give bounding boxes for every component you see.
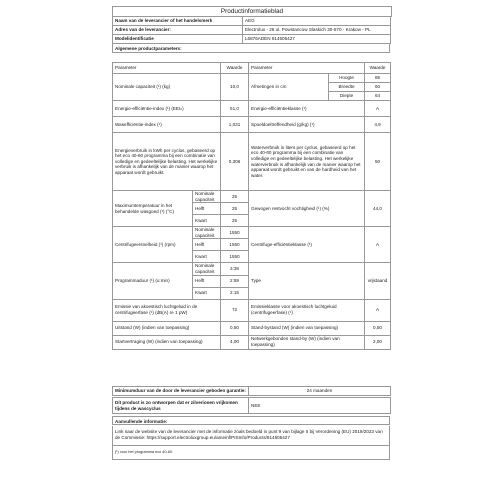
additional-info-text: Link naar de website van de leverancier met de informatie zoals bedoeld in punt 9 van bijlage II bij Verordening (EU) 2019/2023 van de Commissie: https://support.electroluxgroup.eu/ameinf/PISInfo/Products/914505427: [112, 426, 390, 446]
silver-ions-value: NEE: [249, 398, 391, 414]
model-label: Modelidentificatie: [113, 35, 243, 44]
row-energy-consumption: [113, 133, 391, 191]
network-standby-value: 2,00: [365, 335, 391, 349]
model-value: L6876ADEN 914505427: [243, 35, 391, 44]
eei-label: Energie-efficiëntie-index (¹) (EEIₙ): [113, 101, 221, 117]
wash-efficiency-label: Wasefficiëntie-index (¹): [113, 117, 221, 133]
footnote: (¹) voor het programma eco 40-60.: [112, 446, 390, 460]
guarantee-label: Minimumduur van de door de leverancier geboden garantie:: [113, 387, 249, 396]
duration-rated-label: Nominale capaciteit: [193, 263, 221, 275]
off-mode-value: 0,50: [221, 321, 249, 335]
water-consumption-label: Waterverbruik in liters per cyclus, gebaseerd op het eco 40-60 programma bij een combinatie van volledige en gedeeltelijke belasting. Het werkelijke waterverbruik is afhankelijk van de manier waarop het apparaat wordt gebruikt en van de hardheid van het water.: [249, 133, 365, 191]
width-value: 60: [365, 83, 391, 92]
row-silver-ions: [113, 398, 391, 414]
temp-half-value: 25: [221, 203, 249, 215]
rinse-value: 4,9: [365, 117, 391, 133]
spin-rated-label: Nominale capaciteit: [193, 227, 221, 239]
network-standby-label: Netwerkgebonden stand-by (W) (indien van toepassing): [249, 335, 365, 349]
row-guarantee: [113, 387, 391, 396]
row-capacity: [113, 74, 391, 83]
additional-info-heading: Aanvullende informatie:: [112, 416, 390, 425]
supplier-table: [112, 16, 391, 44]
width-label: Breedte: [329, 83, 365, 92]
dimensions-label: Afmetingen in cm: [249, 74, 329, 101]
temp-quarter-value: 25: [221, 215, 249, 227]
parameters-table: [112, 62, 391, 350]
row-temp-rated: [113, 191, 391, 203]
delay-start-value: 4,00: [221, 335, 249, 349]
row-noise: [113, 299, 391, 321]
energy-consumption-label: Energieverbruik in kWh per cyclus, gebaseerd op het eco 40-60 programma bij een combinatie van volledige en gedeeltelijke belasting. Het werkelijke verbruik is afhankelijk van de manier waarop het apparaat wordt gebruikt.: [113, 133, 221, 191]
energy-class-label: Energie-efficiëntieklasse (¹): [249, 101, 365, 117]
off-mode-label: Uitstand (W) (indien van toepassing): [113, 321, 221, 335]
capacity-value: 10,0: [221, 74, 249, 101]
guarantee-value: 24 maanden: [249, 387, 391, 396]
temp-rated-label: Nominale capaciteit: [193, 191, 221, 203]
eei-value: 51,0: [221, 101, 249, 117]
noise-value: 72: [221, 299, 249, 321]
duration-half-value: 2:59: [221, 275, 249, 287]
temp-rated-value: 25: [221, 191, 249, 203]
duration-quarter-value: 2:15: [221, 287, 249, 299]
silver-ions-label: Dit product is zo ontworpen dat er zilverionen vrijkomen tijdens de wascyclus: [113, 398, 249, 414]
spin-class-label: Centrifuge-efficiëntieklasse (¹): [249, 227, 365, 263]
spin-half-value: 1550: [221, 239, 249, 251]
spin-half-label: Helft: [193, 239, 221, 251]
noise-label: Emissie van akoestisch luchtgeluid in de centrifugeerfase (¹) (dB(A) re 1 pW): [113, 299, 221, 321]
water-consumption-value: 50: [365, 133, 391, 191]
energy-class-value: A: [365, 101, 391, 117]
supplier-name-row: [113, 17, 391, 26]
duration-quarter-label: Kwart: [193, 287, 221, 299]
supplier-address-value: Electrolux - 26 ul. Powstancow Slaskich 30-570 - Krakow - PL: [243, 26, 391, 35]
moisture-value: 44,0: [365, 191, 391, 227]
row-delay-start: [113, 335, 391, 349]
general-params-heading: Algemene productparameters:: [112, 44, 390, 53]
depth-label: Diepte: [329, 92, 365, 101]
duration-rated-value: 3:38: [221, 263, 249, 275]
row-off-mode: [113, 321, 391, 335]
wash-efficiency-value: 1,031: [221, 117, 249, 133]
supplier-name-label: Naam van de leverancier of het handelsmerk: [113, 17, 243, 26]
spin-speed-label: Centrifugeersnelheid (¹) (rpm): [113, 227, 193, 263]
duration-half-label: Helft: [193, 275, 221, 287]
row-duration-rated: [113, 263, 391, 275]
document-title: Productinformatieblad: [112, 6, 392, 17]
silver-ions-table: [112, 397, 391, 414]
guarantee-table: [112, 386, 391, 396]
spin-quarter-value: 1550: [221, 251, 249, 263]
row-spin-rated: [113, 227, 391, 239]
type-label: Type: [249, 263, 365, 299]
noise-class-value: A: [365, 299, 391, 321]
rinse-label: Spoeldoeltreffendheid (g/kg) (¹): [249, 117, 365, 133]
temperature-label: Maximumtemperatuur in het behandelde wasgoed (¹) (°C): [113, 191, 193, 227]
column-header-row: [113, 63, 391, 74]
model-row: [113, 35, 391, 44]
supplier-name-value: AEG: [243, 17, 391, 26]
spin-rated-value: 1550: [221, 227, 249, 239]
duration-label: Programmaduur (¹) (u:min): [113, 263, 193, 299]
energy-consumption-value: 0,306: [221, 133, 249, 191]
row-eei: [113, 101, 391, 117]
temp-half-label: Helft: [193, 203, 221, 215]
depth-value: 64: [365, 92, 391, 101]
type-value: vrijstaand: [365, 263, 391, 299]
noise-class-label: Emissieklasse voor akoestisch luchtgeluid (centrifugeerfase) (¹): [249, 299, 365, 321]
row-wash-efficiency: [113, 117, 391, 133]
delay-start-label: Startvertraging (W) (indien van toepassing): [113, 335, 221, 349]
col-parameter-1: Parameter: [113, 63, 221, 74]
height-value: 85: [365, 74, 391, 83]
moisture-label: Gewogen restvocht vochtigheid (¹) (%): [249, 191, 365, 227]
supplier-address-label: Adres van de leverancier:: [113, 26, 243, 35]
col-value-2: Waarde: [365, 63, 391, 74]
temp-quarter-label: Kwart: [193, 215, 221, 227]
capacity-label: Nominale capaciteit (¹) (kg): [113, 74, 221, 101]
spin-class-value: A: [365, 227, 391, 263]
col-value-1: Waarde: [221, 63, 249, 74]
height-label: Hoogte: [329, 74, 365, 83]
standby-label: Stand-bystand (W) (indien van toepassing): [249, 321, 365, 335]
standby-value: 0,50: [365, 321, 391, 335]
spin-quarter-label: Kwart: [193, 251, 221, 263]
col-parameter-2: Parameter: [249, 63, 365, 74]
supplier-address-row: [113, 26, 391, 35]
